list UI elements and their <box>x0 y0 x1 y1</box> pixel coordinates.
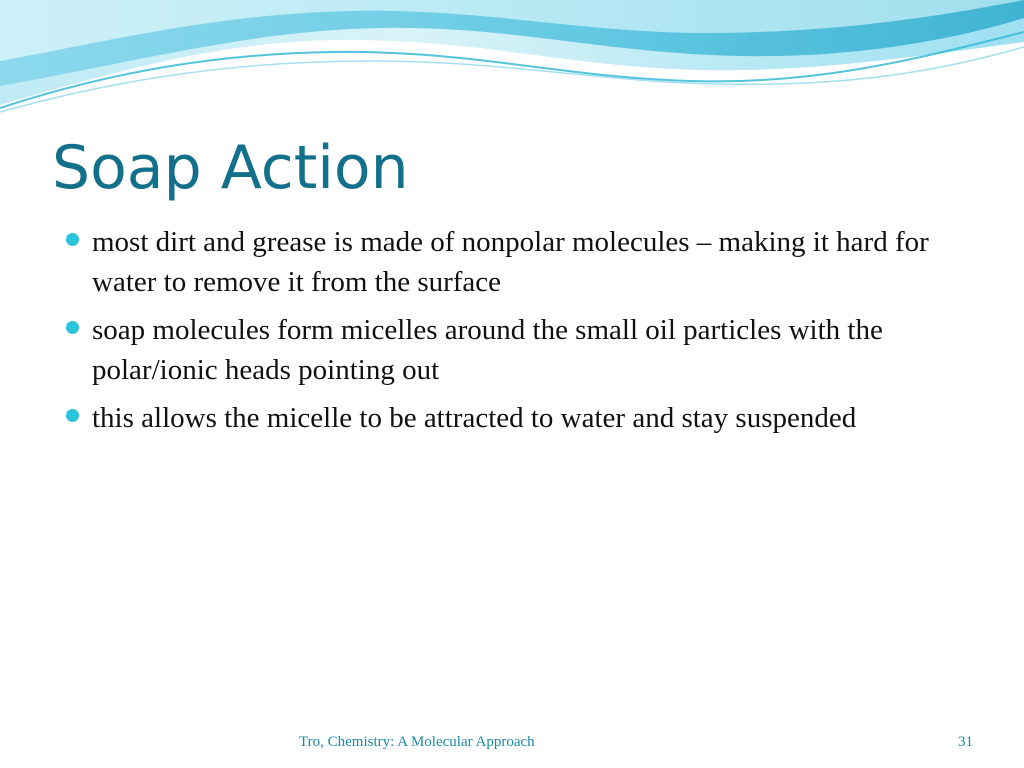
bullet-list <box>64 222 964 446</box>
footer-source: Tro, Chemistry: A Molecular Approach <box>299 734 535 750</box>
bullet-dot-icon <box>66 409 79 422</box>
bullet-dot-icon <box>66 233 79 246</box>
bullet-dot-icon <box>66 321 79 334</box>
decorative-wave-header <box>0 0 1024 130</box>
bullet-item <box>64 310 964 390</box>
bullet-text: most dirt and grease is made of nonpolar molecules – making it hard for water to remove it from the surface <box>92 226 929 298</box>
bullet-text: this allows the micelle to be attracted to water and stay suspended <box>92 402 857 434</box>
bullet-item <box>64 222 964 302</box>
bullet-text: soap molecules form micelles around the small oil particles with the polar/ionic heads pointing out <box>92 314 883 386</box>
bullet-item <box>64 398 964 438</box>
slide-title: Soap Action <box>52 133 409 203</box>
slide-number: 31 <box>958 734 973 750</box>
